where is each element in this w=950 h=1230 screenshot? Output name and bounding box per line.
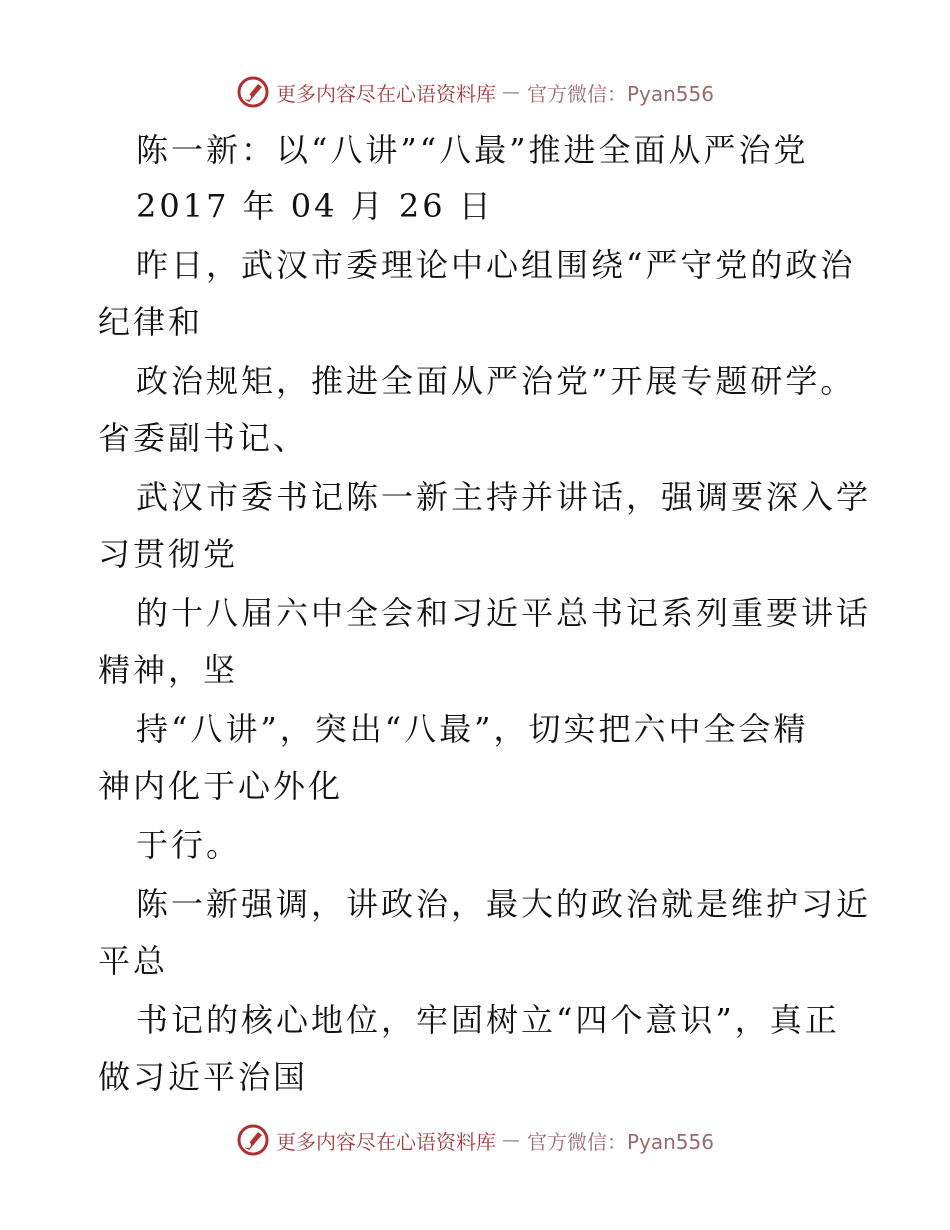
paragraph-line: 于行。 bbox=[136, 826, 242, 864]
header-watermark bbox=[0, 72, 950, 112]
paragraph-line: 陈一新强调，讲政治，最大的政治就是维护习近 bbox=[136, 885, 872, 923]
watermark-main-text: 更多内容尽在心语资料库 bbox=[275, 1129, 496, 1154]
paragraph-line: 武汉市委书记陈一新主持并讲话，强调要深入学 bbox=[136, 478, 872, 516]
paragraph-line: 习贯彻党 bbox=[98, 535, 239, 573]
paragraph-line: 持“八讲”，突出“八最”，切实把六中全会精 bbox=[136, 710, 809, 748]
paragraph-line: 昨日，武汉市委理论中心组围绕“严守党的政治 bbox=[136, 246, 856, 284]
paragraph-line: 纪律和 bbox=[98, 303, 204, 341]
footer-watermark bbox=[0, 1120, 950, 1160]
watermark-separator: — bbox=[501, 81, 521, 103]
watermark-separator: — bbox=[501, 1129, 521, 1151]
paragraph-line: 平总 bbox=[98, 942, 169, 980]
watermark-wechat: 官方微信：Pyan556 bbox=[526, 1129, 714, 1154]
article-title: 陈一新：以“八讲”“八最”推进全面从严治党 bbox=[136, 131, 809, 169]
quill-seal-icon bbox=[236, 1123, 270, 1157]
article-date: 2017 年 04 月 26 日 bbox=[136, 187, 494, 225]
paragraph-line: 神内化于心外化 bbox=[98, 767, 344, 805]
paragraph-line: 省委副书记、 bbox=[98, 419, 309, 457]
quill-seal-icon bbox=[236, 75, 270, 109]
paragraph-line: 政治规矩，推进全面从严治党”开展专题研学。 bbox=[136, 362, 856, 400]
watermark-wechat: 官方微信：Pyan556 bbox=[526, 81, 714, 106]
paragraph-line: 的十八届六中全会和习近平总书记系列重要讲话 bbox=[136, 594, 872, 632]
paragraph-line: 书记的核心地位，牢固树立“四个意识”，真正 bbox=[136, 1001, 840, 1039]
watermark-main-text: 更多内容尽在心语资料库 bbox=[275, 81, 496, 106]
paragraph-line: 做习近平治国 bbox=[98, 1058, 309, 1096]
paragraph-line: 精神，坚 bbox=[98, 651, 239, 689]
